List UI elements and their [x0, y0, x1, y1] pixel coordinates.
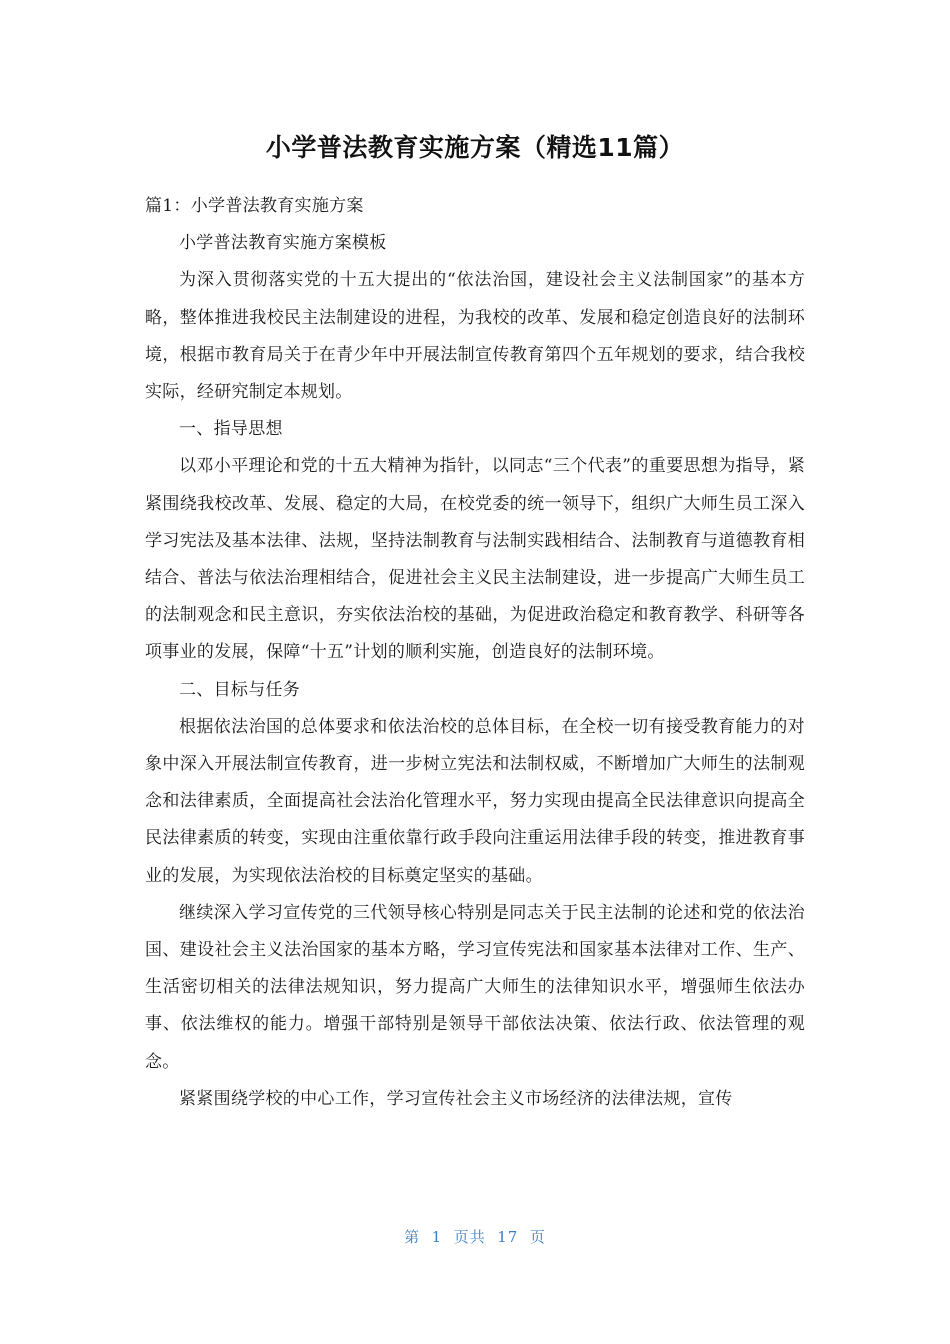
paragraph-subtitle: 小学普法教育实施方案模板	[179, 233, 387, 254]
paragraph-guiding-ideology: 以邓小平理论和党的十五大精神为指针，以同志“三个代表”的重要思想为指导，紧紧围绕我校改革、发展、稳定的大局，在校党委的统一领导下，组织广大师生员工深入学习宪法及基本法律、法规，坚持法制教育与法制实践相结合、法制教育与道德教育相结合、普法与依法治理相结合，促进社会主义民主法制建设，进一步提高广大师生员工的法制观念和民主意识，夯实依法治校的基础，为促进政治稳定和教育教学、科研等各项事业的发展，保障“十五”计划的顺利实施，创造良好的法制环境。	[145, 456, 805, 663]
heading-goals-tasks: 二、目标与任务	[179, 679, 301, 700]
paragraph-goals: 根据依法治国的总体要求和依法治校的总体目标，在全校一切有接受教育能力的对象中深入开展法制宣传教育，进一步树立宪法和法制权威，不断增加广大师生的法制观念和法律素质，全面提高社会法治化管理水平，努力实现由提高全民法律意识向提高全民法律素质的转变，实现由注重依靠行政手段向注重运用法律手段的转变，推进教育事业的发展，为实现依法治校的目标奠定坚实的基础。	[145, 716, 805, 886]
page-number-footer: 第 1 页共 17 页	[404, 1228, 546, 1246]
document-title: 小学普法教育实施方案（精选11篇）	[265, 133, 685, 162]
paragraph-intro: 为深入贯彻落实党的十五大提出的“依法治国，建设社会主义法制国家”的基本方略，整体推进我校民主法制建设的进程，为我校的改革、发展和稳定创造良好的法制环境，根据市教育局关于在青少年中开展法制宣传教育第四个五年规划的要求，结合我校实际，经研究制定本规划。	[145, 270, 805, 403]
document-body	[145, 188, 805, 1118]
paragraph-center-work: 紧紧围绕学校的中心工作，学习宣传社会主义市场经济的法律法规，宣传	[179, 1088, 733, 1109]
section-heading: 篇1：小学普法教育实施方案	[145, 196, 364, 216]
paragraph-continue-study: 继续深入学习宣传党的三代领导核心特别是同志关于民主法制的论述和党的依法治国、建设社会主义法治国家的基本方略，学习宣传宪法和国家基本法律对工作、生产、生活密切相关的法律法规知识，努力提高广大师生的法律知识水平，增强师生依法办事、依法维权的能力。增强干部特别是领导干部依法决策、依法行政、依法管理的观念。	[145, 902, 805, 1072]
heading-guiding-ideology: 一、指导思想	[179, 419, 283, 440]
